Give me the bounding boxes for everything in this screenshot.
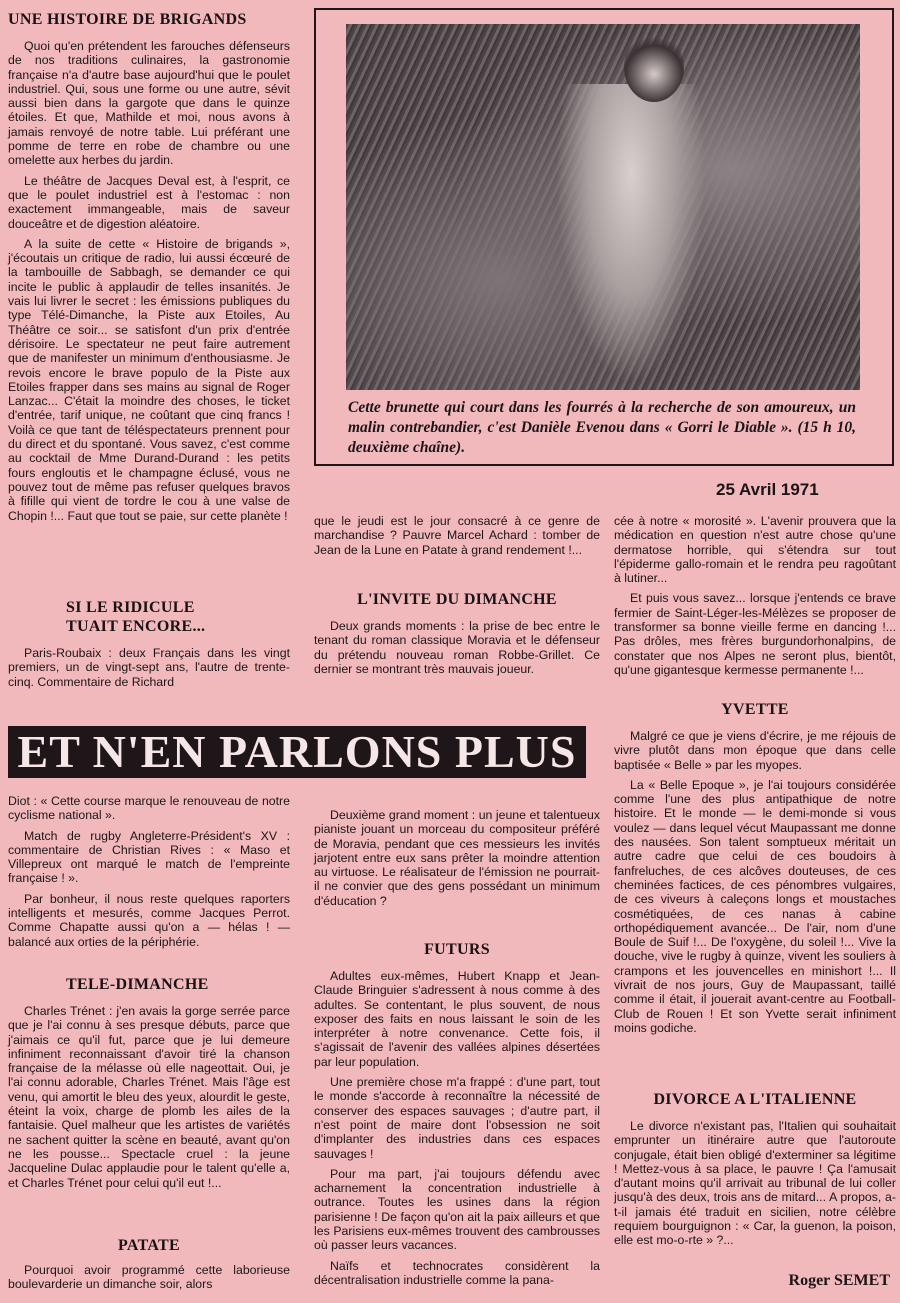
article-cyclisme xyxy=(8,794,290,955)
article-title xyxy=(8,598,290,636)
article-title: DIVORCE A L'ITALIENNE xyxy=(653,1091,857,1108)
title-line-1: SI LE RIDICULE xyxy=(66,599,195,616)
photo-danielle-evenou xyxy=(346,24,860,390)
paragraph: Match de rugby Angleterre-Président's XV : commentaire de Christian Rives : « Maso et Villepreux ont marqué le match de l'empreinte française ! ». xyxy=(8,828,290,886)
title-line-2: TUAIT ENCORE... xyxy=(66,618,206,635)
article-divorce xyxy=(614,1090,896,1254)
paragraph: Et puis vous savez... lorsque j'entends ce brave fermier de Saint-Léger-les-Mélèzes se proposer de transformer sa bonne vieille ferme en dancing !... Pas drôles, mes frères burgundorhonalpins, de constater que nos Alpes ne seront plus, bientôt, qu'une gigantesque kermesse permanente !... xyxy=(614,591,896,677)
paragraph: Naïfs et technocrates considèrent la décentralisation industrielle comme la pana- xyxy=(314,1258,600,1287)
paragraph: Charles Trénet : j'en avais la gorge serrée parce que je l'ai connu à ses presque débuts, parce que j'aimais ce qu'il fut, parce que je lui demeure infiniment reconnaissant d'avoir tiré la chanson française de la mélasse où elle nageottait. Oui, je l'ai connu adorable, Charles Trénet. Mais l'âge est venu, qui amortit le bleu des yeux, alourdit le geste, éteint la voix, charge de plomb les ailes de la fantaisie. Quel malheur que les artistes de variétés ne sachent quitter la scène en beauté, avant qu'on ne les pousse... Spectacle cruel : la jeune Jacqueline Dulac applaudie pour le talent qu'elle a, et Charles Trénet pour celui qu'il eut !... xyxy=(8,1004,290,1190)
article-futurs-continued xyxy=(614,514,896,683)
article-title: FUTURS xyxy=(424,941,490,958)
article-title: TELE-DIMANCHE xyxy=(66,976,209,993)
paragraph: Paris-Roubaix : deux Français dans les vingt premiers, un de vingt-sept ans, l'autre de trente-cinq. Commentaire de Richard xyxy=(8,646,290,689)
article-patate-continued xyxy=(314,514,600,563)
article-ridicule xyxy=(8,598,290,695)
article-yvette xyxy=(614,700,896,1041)
section-banner xyxy=(8,726,586,778)
paragraph: Le divorce n'existant pas, l'Italien qui souhaitait emprunter un itinéraire autre que l'autoroute conjugale, était bien obligé d'exterminer sa légitime ! Mettez-vous à sa place, le pauvre ! Ça l'amusait d'autant moins qu'il arrivait au tribunal de lui coller jusqu'à des deux, trois ans de mitard... A propos, a-t-il jamais été traduit en sicilien, notre célèbre requiem bourguignon : « Car, la guenon, la poison, elle est mo-o-rte » ?... xyxy=(614,1119,896,1248)
paragraph: Une première chose m'a frappé : d'une part, tout le monde s'accorde à reconnaître la nécessité de conserver des espaces sauvages ; d'autre part, il n'est point de maire dont l'obsession ne soit d'implanter des industries dans ces espaces sauvages ! xyxy=(314,1075,600,1161)
article-brigands xyxy=(8,10,290,529)
paragraph: cée à notre « morosité ». L'avenir prouvera que la médication en question n'est autre chose qu'une dermatose horrible, qui s'étendra sur tout l'épiderme gallo-romain et le rendra peu ragoûtant à lutiner... xyxy=(614,514,896,586)
photo-figure xyxy=(556,84,706,384)
paragraph: Deux grands moments : la prise de bec entre le tenant du roman classique Moravia et le défenseur du prétendu nouveau roman Robbe-Grillet. Ce dernier se montrant très mauvais joueur. xyxy=(314,619,600,676)
article-title: UNE HISTOIRE DE BRIGANDS xyxy=(8,11,247,28)
paragraph: A la suite de cette « Histoire de brigands », j'écoutais un critique de radio, lui aussi écœuré de la tambouille de Sabbagh, se demander ce qui incite le public à applaudir de telles insanités. Je vais lui livrer le secret : les émissions publiques du type Télé-Dimanche, la Piste aux Etoiles, Au Théâtre ce soir... se satisfont d'un prix d'entrée dérisoire. Le spectateur ne peut faire autrement que de manifester un minimum d'enthousiasme. Je revois encore le brave populo de la Piste aux Etoiles frapper dans ses mains au signal de Roger Lanzac... C'était la moindre des choses, le ticket d'entrée, tarif unique, ne coûtant que cinq francs ! Voilà ce que tant de téléspectateurs prennent pour du direct et du spontané. Vous savez, c'est comme au cocktail de Mme Durand-Durand : les petits fours engloutis et le champagne éclusé, vous ne pouvez tout de même pas refuser quelques bravos à fifille qui vient de tordre le cou à une valse de Chopin !... Faut que tout se paie, sur cette planète ! xyxy=(8,236,290,523)
photo-caption: Cette brunette qui court dans les fourrés à la recherche de son amoureux, un malin contrebandier, c'est Danièle Evenou dans « Gorri le Diable ». (15 h 10, deuxième chaîne). xyxy=(348,399,856,456)
banner-text: ET N'EN PARLONS PLUS xyxy=(17,726,577,777)
article-teledimanche xyxy=(8,975,290,1196)
paragraph: Pourquoi avoir programmé cette laborieuse boulevarderie un dimanche soir, alors xyxy=(8,1263,290,1292)
paragraph: La « Belle Epoque », je l'ai toujours considérée comme l'une des plus antipathique de notre histoire. Et le monde — le demi-monde si vous voulez — dans lequel vécut Maupassant me donne des nausées. Son talent somptueux méritait un autre cadre que celui de ces boudoirs à fanfreluches, de ces alcôves douteuses, de ces cheminées factices, de ces pénombres vulgaires, de ces viveurs à caleçons longs et moustaches cosmétiquées, de ces nanas à cabine orthopédiquement avancée... De l'air, nom d'une Boule de Suif !... De l'oxygène, du soleil !... Vive la douche, vive le rugby à quinze, vivent les souliers à crampons et les jouvencelles en minishort !... Il vivrait de nos jours, Guy de Maupassant, taillé comme il était, il jouerait avant-centre au Football-Club de Rouen ! Et son Yvette serait infiniment moins godiche. xyxy=(614,777,896,1035)
article-invite-continued xyxy=(314,808,600,914)
article-patate xyxy=(8,1236,290,1298)
article-invite xyxy=(314,590,600,682)
paragraph: Deuxième grand moment : un jeune et talentueux pianiste jouant un morceau du compositeur préféré de Moravia, pendant que ces messieurs les invités jarjotent entre eux sans prêter la moindre attention au virtuose. Le réalisateur de l'émission ne pourrait-il ne convier que des gens possédant un minimum d'éducation ? xyxy=(314,808,600,908)
issue-date: 25 Avril 1971 xyxy=(716,480,819,499)
paragraph: Malgré ce que je viens d'écrire, je me réjouis de vivre plutôt dans mon époque que dans celle baptisée « Belle » par les myopes. xyxy=(614,729,896,772)
paragraph: Quoi qu'en prétendent les farouches défenseurs de nos traditions culinaires, la gastronomie française n'a d'autre base aujourd'hui que le poulet industriel. Qui, sous une forme ou une autre, sévit aussi bien dans la gargote que dans le quinze étoiles. Et que, Mathilde et moi, nous avons à jamais renvoyé de notre table. Lui préférant une pomme de terre en robe de chambre ou une omelette aux herbes du jardin. xyxy=(8,39,290,168)
article-title: PATATE xyxy=(118,1237,180,1254)
photo-figure-head xyxy=(624,32,684,102)
article-title: L'INVITE DU DIMANCHE xyxy=(357,591,557,608)
paragraph: Diot : « Cette course marque le renouveau de notre cyclisme national ». xyxy=(8,794,290,823)
article-title: YVETTE xyxy=(721,701,789,718)
paragraph: Le théâtre de Jacques Deval est, à l'esprit, ce que le poulet industriel est à l'estomac : non exactement immangeable, mais de saveur douceâtre et de digestion aléatoire. xyxy=(8,173,290,231)
paragraph: Par bonheur, il nous reste quelques raporters intelligents et mesurés, comme Jacques Perrot. Comme Chapatte aussi qu'on a — hélas ! — balancé aux orties de la périphérie. xyxy=(8,891,290,949)
paragraph: que le jeudi est le jour consacré à ce genre de marchandise ? Pauvre Marcel Achard : tomber de Jean de la Lune en Patate à grand rendement !... xyxy=(314,514,600,557)
paragraph: Pour ma part, j'ai toujours défendu avec acharnement la concentration industrielle à outrance. Toutes les usines dans la région parisienne ! De façon qu'on ait la paix ailleurs et que les Parisiens eux-mêmes trouvent des cambrousses où passer leurs vacances. xyxy=(314,1166,600,1253)
paragraph: Adultes eux-mêmes, Hubert Knapp et Jean-Claude Bringuier s'adressent à nous comme à des adultes. Se contentant, le plus souvent, de nous exposer des faits en nous laissant le soin de les interpréter à notre convenance. Cette fois, il s'agissait de l'avenir des vallées alpines désertées par leur population. xyxy=(314,969,600,1069)
author-signature: Roger SEMET xyxy=(788,1272,890,1289)
article-futurs xyxy=(314,940,600,1293)
